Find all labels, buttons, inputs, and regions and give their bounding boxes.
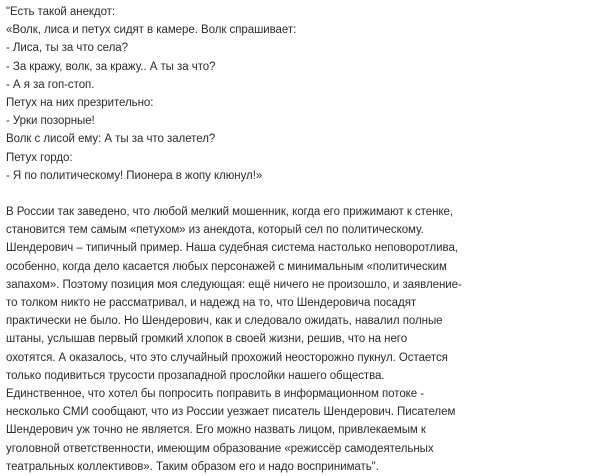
text-line: то толком никто не рассматривал, и надежд на то, что Шендеровича посадят — [6, 297, 417, 310]
text-line: только подивиться трусости прозападной прослойки нашего общества. — [6, 369, 385, 382]
paragraph-gap — [6, 185, 594, 203]
text-line: - Урки позорные! — [6, 115, 95, 128]
text-line: Шендерович – типичный пример. Наша судебная система настолько неповоротлива, — [6, 242, 458, 255]
text-line: Единственное, что хотел бы попросить поправить в информационном потоке - — [6, 388, 425, 401]
text-line: уголовной ответственности, имеющим образование «режиссёр самодеятельных — [6, 442, 434, 455]
text-line: становится тем самым «петухом» из анекдота, который сел по политическому. — [6, 224, 424, 237]
body-paragraph — [6, 203, 594, 476]
text-line: - Лиса, ты за что села? — [6, 42, 128, 55]
text-line: В России так заведено, что любой мелкий мошенник, когда его прижимают к стенке, — [6, 206, 454, 219]
text-line: - А я за гоп-стоп. — [6, 78, 95, 91]
text-line: запахом». Поэтому позиция моя следующая: ещё ничего не произошло, и заявление- — [6, 278, 462, 291]
text-line: штаны, услышав первый громкий хлопок в своей жизни, решив, что на него — [6, 333, 408, 346]
text-line: - Я по политическому! Пионера в жопу клюнул!» — [6, 169, 263, 182]
post-text — [6, 3, 594, 476]
text-line: Шендерович уж точно не является. Его можно назвать лицом, привлекаемым к — [6, 424, 426, 437]
text-line: Волк с лисой ему: А ты за что залетел? — [6, 133, 216, 146]
text-line: практически не было. Но Шендерович, как и следовало ожидать, навалил полные — [6, 315, 443, 328]
joke-quote — [6, 3, 594, 185]
text-line: Петух гордо: — [6, 151, 73, 164]
text-line: театральных коллективов». Таким образом его и надо воспринимать". — [6, 460, 379, 473]
text-line: Петух на них презрительно: — [6, 97, 154, 110]
text-line: охотятся. А оказалось, что это случайный прохожий неосторожно пукнул. Остается — [6, 351, 448, 364]
text-line: особенно, когда дело касается любых персонажей с минимальным «политическим — [6, 260, 447, 273]
text-line: - За кражу, волк, за кражу.. А ты за что? — [6, 60, 216, 73]
text-line: несколько СМИ сообщают, что из России уезжает писатель Шендерович. Писателем — [6, 406, 456, 419]
text-line: "Есть такой анекдот: — [6, 6, 116, 18]
text-line: «Волк, лиса и петух сидят в камере. Волк спрашивает: — [6, 24, 297, 37]
